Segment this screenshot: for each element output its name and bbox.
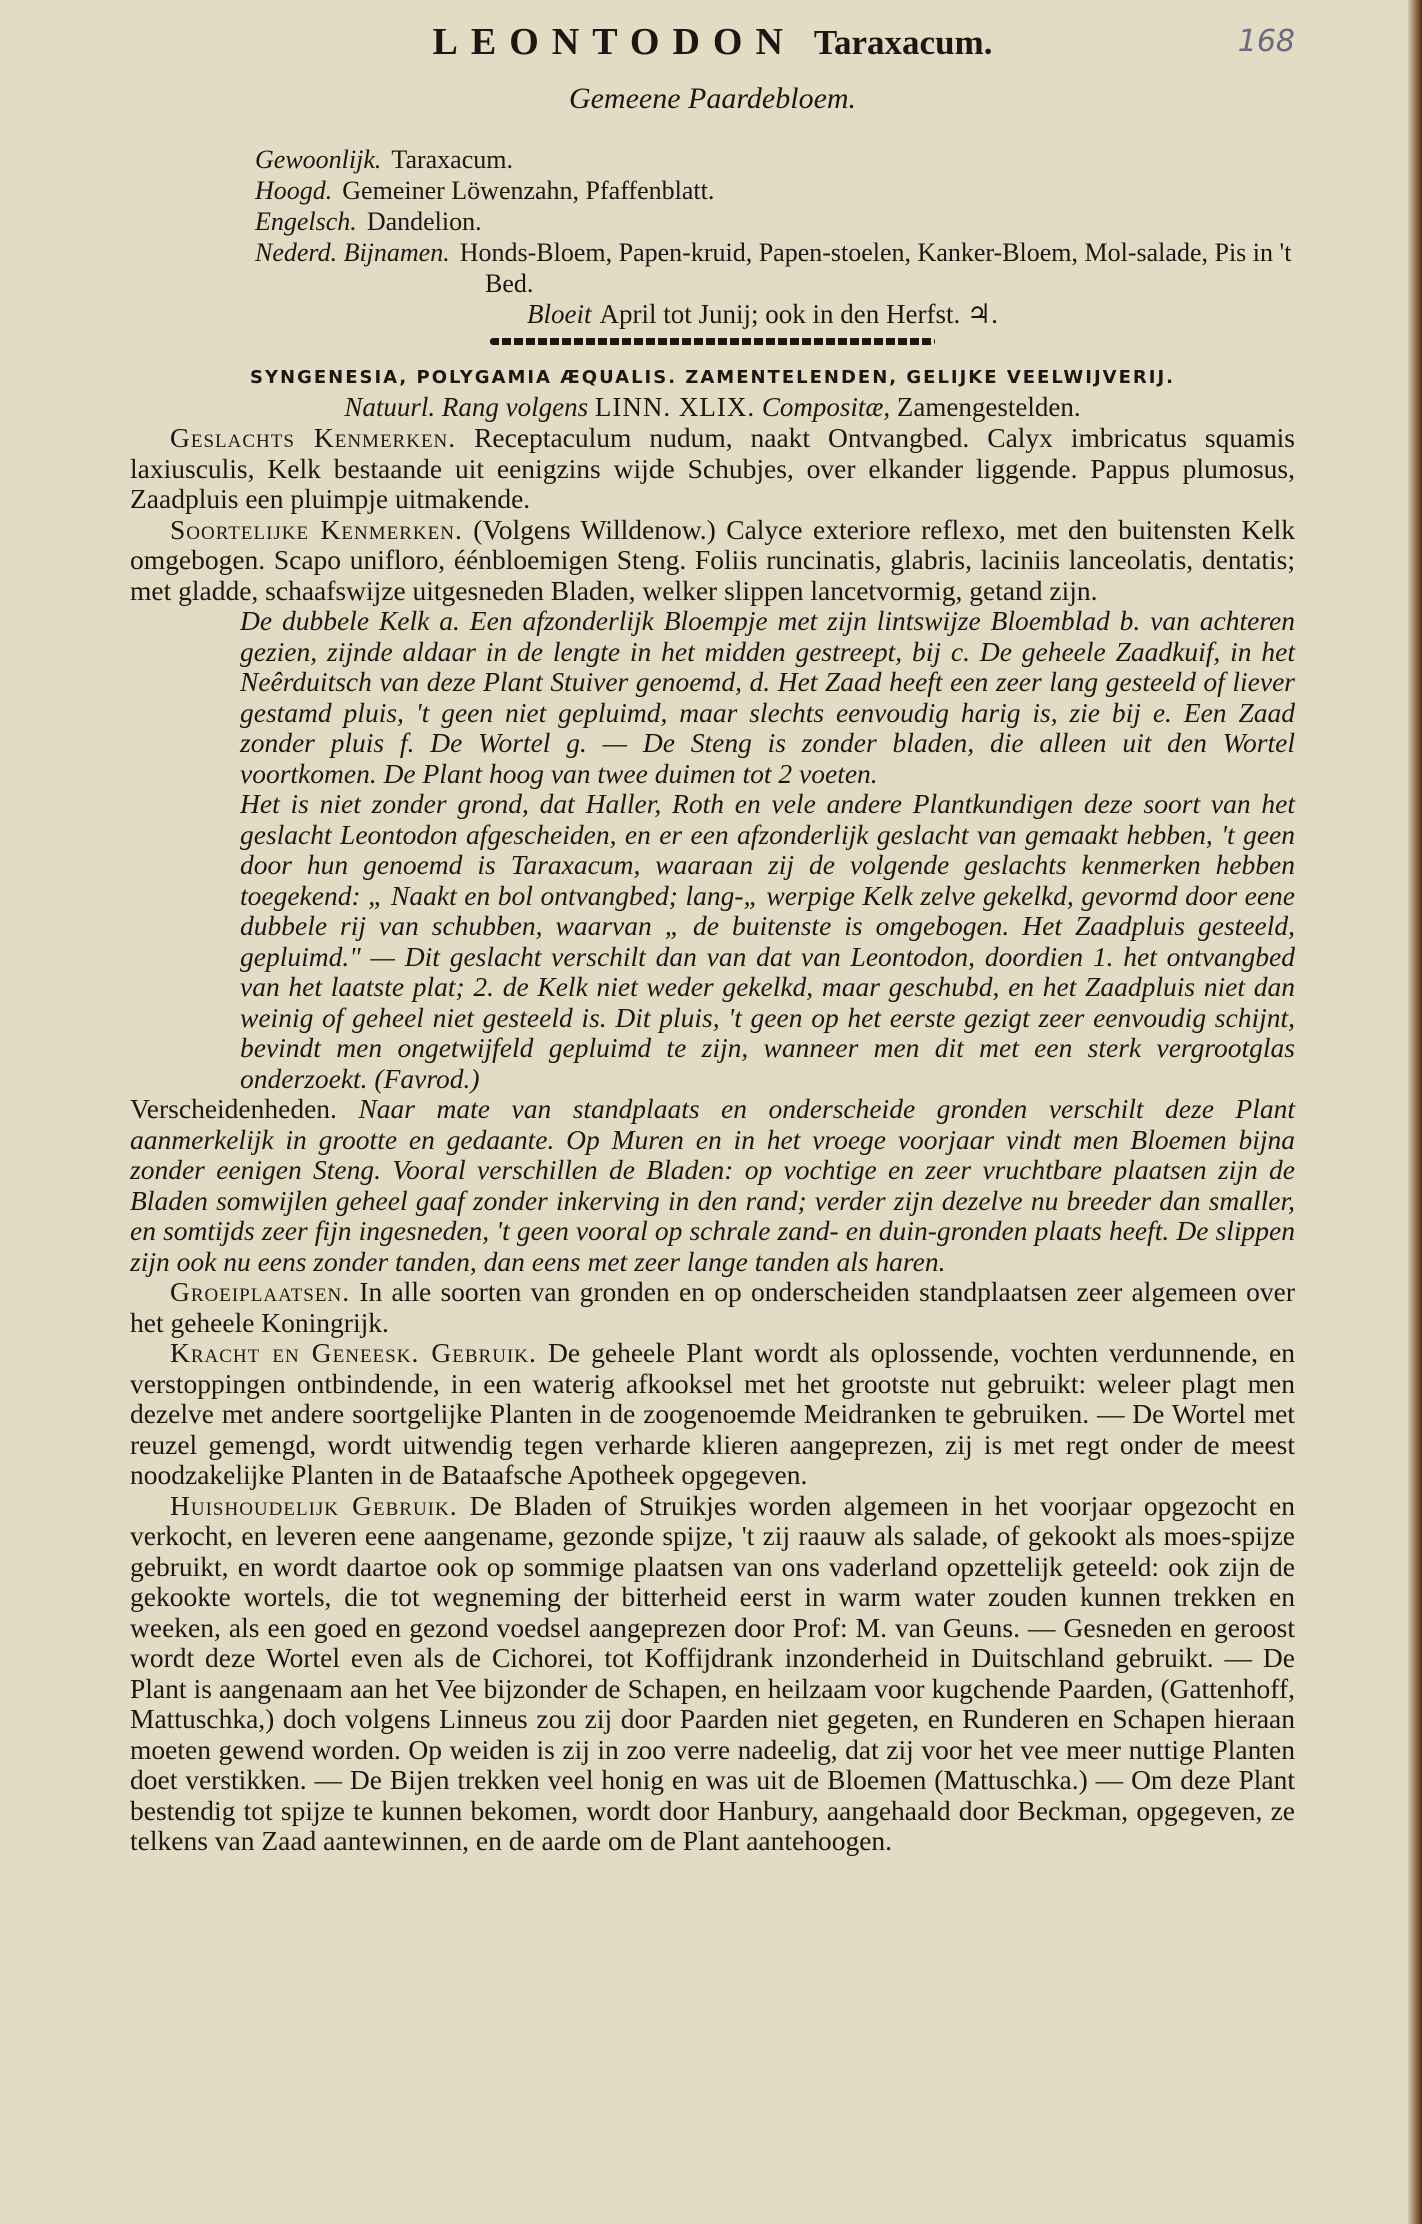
genus-title: LEONTODON bbox=[432, 21, 796, 63]
varieties: Verscheidenheden. Naar mate van standplaats en onderscheide gronden verschilt deze Plant aanmerkelijk in grootte en gedaante. Op Muren en in het vroege voorjaar vindt men Bloemen bijna zonder eenigen Steng. Vooral verschillen de Bladen: op vochtige en zeer vruchtbare plaatsen zijn de Bladen somwijlen geheel gaaf zonder inkerving in den rand; verder zijn dezelve nu breeder dan smaller, en somtijds zeer fijn ingesneden, 't geen vooral op schrale zand- en duin-gronden plaats heeft. De slippen zijn ook nu eens zonder tanden, dan eens met zeer lange tanden als haren. bbox=[130, 1093, 1295, 1277]
species-characters: Soortelijke Kenmerken. (Volgens Willdenow.) Calyce exteriore reflexo, met den buitensten Kelk omgebogen. Scapo unifloro, éénbloemigen Steng. Foliis runcinatis, glabris, laciniis lanceolatis, dentatis; met gladde, schaafswijze uitgesneden Bladen, welker slippen lancetvormig, getand zijn. bbox=[130, 513, 1295, 606]
household-use: Huishoudelijk Gebruik. De Bladen of Struikjes worden algemeen in het voorjaar opgezocht en verkocht, en leveren eene aangename, gezonde spijze, 't zij raauw als salade, of gekookt als moes-spijze gebruikt, en wordt daartoe ook op sommige plaatsen van ons vaderland opzettelijk geteeld: ook zijn de gekookte wortels, die tot wegneming der bitterheid eerst in warm water zouden kunnen trekken en weeken, als een goed en gezond voedsel aangeprezen door Prof: M. van Geuns. — Gesneden en geroost wordt deze Wortel even als de Cichorei, tot Koffijdrank inzonderheid in Duitschland gebruikt. — De Plant is aangenaam aan het Vee bijzonder de Schapen, en heilzaam voor kugchende Paarden, (Gattenhoff, Mattuschka,) doch volgens Linneus zou zij door Paarden niet gegeten, en Runderen en Schapen hieraan moeten gewend worden. Op weiden is zij in zoo verre nadeelig, dat zij voor het vee meer nuttige Planten doet verstikken. — De Bijen trekken veel honig en was uit de Bloemen (Mattuschka.) — Om deze Plant bestendig tot spijze te kunnen bekomen, wordt door Hanbury, aangehaald door Beckman, opgegeven, ze telkens van Zaad aantewinnen, en de aarde om de Plant aantehoogen. bbox=[130, 1489, 1295, 1856]
page-edge bbox=[1408, 0, 1422, 2224]
name-row: Hoogd. Gemeiner Löwenzahn, Pfaffenblatt. bbox=[255, 176, 715, 205]
natural-rank: Natuurl. Rang volgens LINN. XLIX. Compositæ, Zamengestelden. bbox=[344, 392, 1081, 422]
medicinal-use: Kracht en Geneesk. Gebruik. De geheele Plant wordt als oplossende, vochten verdunnende, en verstoppingen ontbindende, in een waterig afkooksel met het grootste nut gebruikt: weleer plagt men dezelve met andere soortgelijke Planten in de zoogenoemde Meidranken te gebruiken. — De Wortel met reuzel gemengd, wordt uitwendig tegen verharde klieren aangeprezen, zij is met regt onder de meest noodzakelijke Planten in de Bataafsche Apotheek opgegeven. bbox=[130, 1337, 1295, 1490]
genus-characters: Geslachts Kenmerken. Receptaculum nudum, naakt Ontvangbed. Calyx imbricatus squamis laxiusculis, Kelk bestaande uit eenigzins wijde Schubjes, over elkander liggende. Pappus plumosus, Zaadpluis een pluimpje uitmakende. bbox=[130, 422, 1296, 514]
flowering-period: Bloeit April tot Junij; ook in den Herfst. ♃. bbox=[527, 299, 998, 329]
linnaean-classification: SYNGENESIA, POLYGAMIA ÆQUALIS. ZAMENTELENDEN, GELIJKE VEELWIJVERIJ. bbox=[250, 367, 1175, 388]
page-header bbox=[130, 20, 1295, 80]
name-row: Gewoonlijk. Taraxacum. bbox=[255, 145, 513, 174]
figure-explanation: De dubbele Kelk a. Een afzonderlijk Bloempje met zijn lintswijze Bloemblad b. van achteren gezien, zijnde aldaar in de lengte in het midden gestreept, bij c. De geheele Zaadkuif, in het Neêrduitsch van deze Plant Stuiver genoemd, d. Het Zaad heeft een zeer lang gesteeld of liever gestamd pluis, 't geen niet gepluimd, maar slechts eenvoudig harig is, zie bij e. Een Zaad zonder pluis f. De Wortel g. — De Steng is zonder bladen, die alleen uit den Wortel voortkomen. De Plant hoog van twee duimen tot 2 voeten. bbox=[240, 605, 1295, 789]
page-content bbox=[130, 20, 1295, 1857]
common-name: Gemeene Paardebloem. bbox=[568, 82, 857, 115]
handwritten-page-number: 168 bbox=[1237, 24, 1295, 59]
taxonomy-note: Het is niet zonder grond, dat Haller, Roth en vele andere Plantkundigen deze soort van het geslacht Leontodon afgescheiden, en er een afzonderlijk geslacht van gemaakt hebben, 't geen door hun genoemd is Taraxacum, waaraan zij de volgende geslachts kenmerken hebben toegekend: „ Naakt en bol ontvangbed; lang-„ werpige Kelk zelve gekelkd, gevormd door eene dubbele rij van schubben, waarvan „ de buitenste is omgebogen. Het Zaadpluis gesteeld, gepluimd." — Dit geslacht verschilt dan van dat van Leontodon, doordien 1. het ontvangbed van het laatste plat; 2. de Kelk niet weder gekelkd, maar geschubd, en het Zaadpluis niet dan weinig of geheel niet gesteeld is. Dit pluis, 't geen op het eerste gezigt zeer eenvoudig schijnt, bevindt men ongetwijfeld gepluimd te zijn, wanneer men dit met een sterk vergrootglas onderzoekt. (Favrod.) bbox=[240, 788, 1295, 1094]
vernacular-names bbox=[130, 144, 1295, 330]
name-row: Nederd. Bijnamen. Honds-Bloem, Papen-kruid, Papen-stoelen, Kanker-Bloem, Mol-salade, Pis in 't Bed. bbox=[255, 238, 1292, 298]
species-title: Taraxacum. bbox=[813, 23, 993, 62]
name-row: Engelsch. Dandelion. bbox=[255, 207, 482, 236]
habitats: Groeiplaatsen. In alle soorten van gronden en op onderscheiden standplaatsen zeer algemeen over het geheele Koningrijk. bbox=[130, 1276, 1296, 1338]
ornamental-rule bbox=[490, 338, 935, 345]
